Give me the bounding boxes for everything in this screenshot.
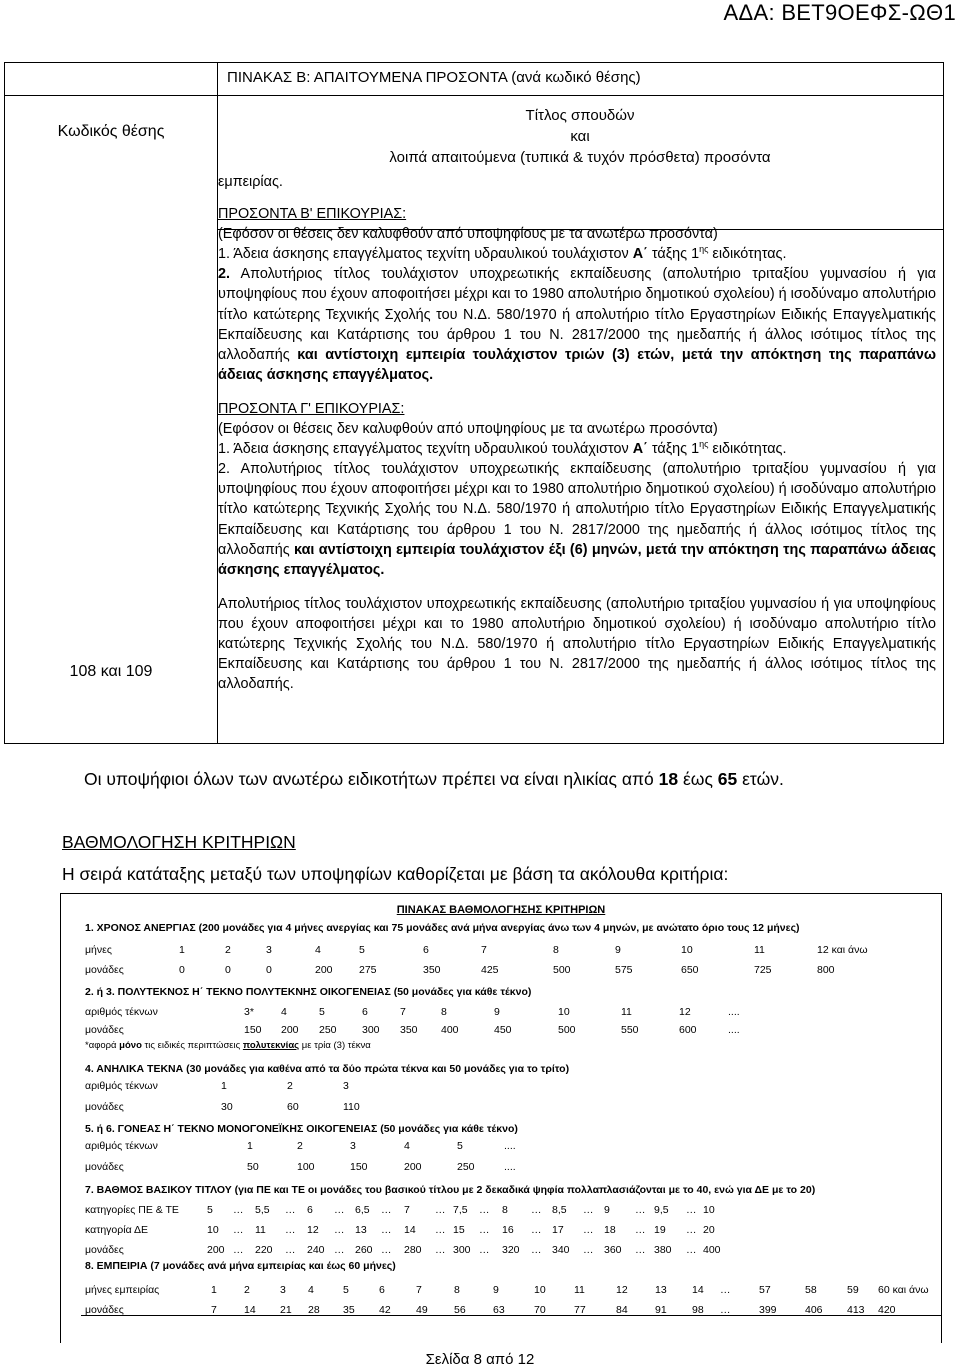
table-cell: 100 bbox=[297, 1161, 315, 1173]
table-cell: 17 bbox=[552, 1224, 564, 1236]
table-cell: 5 bbox=[207, 1204, 213, 1216]
table-cell: 240 bbox=[307, 1244, 325, 1256]
table-cell: 110 bbox=[343, 1101, 360, 1113]
row-label: μονάδες bbox=[85, 1024, 124, 1036]
table-cell: 500 bbox=[558, 1024, 576, 1036]
header-line: Τίτλος σπουδών bbox=[525, 107, 635, 124]
table-cell: 15 bbox=[453, 1224, 465, 1236]
table-cell: … bbox=[435, 1224, 446, 1236]
table-cell: 84 bbox=[616, 1304, 628, 1316]
c-item-2 bbox=[218, 459, 936, 580]
table-cell: 5 bbox=[343, 1284, 349, 1296]
continuation: εμπειρίας. bbox=[218, 174, 283, 190]
table-cell: 300 bbox=[453, 1244, 471, 1256]
table-cell: 8 bbox=[502, 1204, 508, 1216]
table-cell: 9,5 bbox=[654, 1204, 669, 1216]
table-cell: 200 bbox=[404, 1161, 422, 1173]
table-cell: 11 bbox=[574, 1284, 585, 1296]
table-cell: 57 bbox=[759, 1284, 771, 1296]
table-cell: 1 bbox=[221, 1080, 227, 1092]
table-cell: 18 bbox=[604, 1224, 616, 1236]
table-cell: 7 bbox=[211, 1304, 217, 1316]
table-cell: 13 bbox=[355, 1224, 367, 1236]
row-label: κατηγορίες ΠΕ & ΤΕ bbox=[85, 1204, 179, 1216]
table-cell: 11 bbox=[255, 1224, 266, 1236]
table-cell: 200 bbox=[207, 1244, 225, 1256]
table-cell: 3 bbox=[266, 944, 272, 956]
table-cell: 150 bbox=[350, 1161, 368, 1173]
table-cell: … bbox=[381, 1204, 392, 1216]
table-cell: … bbox=[381, 1244, 392, 1256]
criteria-title: ΠΙΝΑΚΑΣ ΒΑΘΜΟΛΟΓΗΣΗΣ ΚΡΙΤΗΡΙΩΝ bbox=[396, 904, 606, 916]
table-cell: 10 bbox=[558, 1006, 570, 1018]
table-cell: 9 bbox=[604, 1204, 610, 1216]
c-heading: ΠΡΟΣΟΝΤΑ Γ' ΕΠΙΚΟΥΡΙΑΣ: bbox=[218, 400, 405, 417]
table-cell: 42 bbox=[379, 1304, 391, 1316]
table-cell: 13 bbox=[655, 1284, 667, 1296]
table-cell: 250 bbox=[457, 1161, 475, 1173]
row-label: μήνες εμπειρίας bbox=[85, 1284, 160, 1296]
table-cell: 8 bbox=[553, 944, 559, 956]
text: Οι υποψήφιοι όλων των ανωτέρω ειδικοτήτων πρέπει να είναι ηλικίας από bbox=[84, 769, 654, 789]
table-cell: 413 bbox=[847, 1304, 865, 1316]
table-cell: 10 bbox=[703, 1204, 715, 1216]
table-cell: 20 bbox=[703, 1224, 715, 1236]
table-cell: 7 bbox=[416, 1284, 422, 1296]
table-cell: 98 bbox=[692, 1304, 704, 1316]
table-cell: … bbox=[479, 1224, 490, 1236]
table-cell: 800 bbox=[817, 964, 835, 976]
code-header: Κωδικός θέσης bbox=[57, 123, 165, 140]
table-cell: 14 bbox=[692, 1284, 704, 1296]
section-title: 2. ή 3. ΠΟΛΥΤΕΚΝΟΣ Η΄ ΤΕΚΝΟ ΠΟΛΥΤΕΚΝΗΣ ΟΙΚΟΓΕΝΕΙΑΣ (50 μονάδες για κάθε τέκνο) bbox=[85, 986, 532, 998]
text: με τρία (3) τέκνα bbox=[301, 1040, 371, 1051]
table-cell: 9 bbox=[493, 1284, 499, 1296]
table-cell: 35 bbox=[343, 1304, 355, 1316]
table-cell: … bbox=[479, 1204, 490, 1216]
text: τάξης 1 bbox=[651, 246, 700, 263]
table-cell: 1 bbox=[211, 1284, 217, 1296]
table-cell: 6 bbox=[362, 1006, 368, 1018]
order-text: Η σειρά κατάταξης μεταξύ των υποψηφίων καθορίζεται με βάση τα ακόλουθα κριτήρια: bbox=[62, 864, 729, 884]
table-cell: 12 και άνω bbox=[817, 944, 868, 956]
table-cell: … bbox=[635, 1204, 646, 1216]
table-cell: 59 bbox=[847, 1284, 859, 1296]
table-cell: 650 bbox=[681, 964, 699, 976]
table-cell: 3 bbox=[343, 1080, 349, 1092]
row-label: κατηγορία ΔΕ bbox=[85, 1224, 148, 1236]
table-cell: 575 bbox=[615, 964, 633, 976]
table-cell: 11 bbox=[754, 944, 765, 956]
table-cell: 56 bbox=[454, 1304, 466, 1316]
table-cell: 6 bbox=[307, 1204, 313, 1216]
table-cell: 2 bbox=[244, 1284, 250, 1296]
table-cell: … bbox=[531, 1224, 542, 1236]
text: μόνο bbox=[119, 1040, 142, 1051]
table-cell: 380 bbox=[654, 1244, 672, 1256]
section-heading: ΒΑΘΜΟΛΟΓΗΣΗ ΚΡΙΤΗΡΙΩΝ bbox=[62, 832, 296, 852]
table-cell: 7,5 bbox=[453, 1204, 468, 1216]
table-cell: 1 bbox=[247, 1140, 253, 1152]
table-cell: 8 bbox=[441, 1006, 447, 1018]
table-cell: 420 bbox=[878, 1304, 896, 1316]
table-cell: 725 bbox=[754, 964, 772, 976]
row-label: μονάδες bbox=[85, 1101, 124, 1113]
table-cell: 360 bbox=[604, 1244, 622, 1256]
table-cell: … bbox=[233, 1244, 244, 1256]
table-cell: … bbox=[435, 1204, 446, 1216]
table-cell: 50 bbox=[247, 1161, 259, 1173]
table-cell: 70 bbox=[534, 1304, 546, 1316]
table-cell: … bbox=[479, 1244, 490, 1256]
table-cell: 14 bbox=[244, 1304, 256, 1316]
ada-code: ΑΔΑ: ΒΕΤ9ΟΕΦΣ-ΩΘ1 bbox=[723, 0, 956, 25]
table-cell: 30 bbox=[221, 1101, 233, 1113]
text: Απολυτήριος τίτλος τουλάχιστον υποχρεωτικής εκπαίδευσης (απολυτήριο τριταξίου γυμνασίου ή για υποψηφίους που έχουν αποφοιτήσει μέχρι και το 1980 απολυτήριο δημοτικού σχολείου) ή ισοδύναμο απολυτήριο τίτλο κατώτερης Τεχνικής Σχολής του Ν.Δ. 580/1970 ή απολυτήριο τίτλο Εργαστηρίων Ειδικής Επαγγελματικής Εκπαίδευσης και Κατάρτισης του άρθρου 1 του Ν. 2817/2000 της ημεδαπής ή άλλος ισότιμος τίτλος της αλλοδαπής bbox=[218, 266, 936, 363]
table-cell: … bbox=[583, 1244, 594, 1256]
text: πολυτεκνίας bbox=[242, 1040, 300, 1051]
table-cell: 5 bbox=[359, 944, 365, 956]
table-cell: 275 bbox=[359, 964, 377, 976]
table-cell: 8 bbox=[454, 1284, 460, 1296]
table-cell: 12 bbox=[679, 1006, 691, 1018]
table-cell: 2 bbox=[287, 1080, 293, 1092]
table-cell: 7 bbox=[400, 1006, 406, 1018]
text: 65 bbox=[717, 769, 738, 789]
row-label: μονάδες bbox=[85, 964, 124, 976]
table-cell: .... bbox=[504, 1140, 516, 1152]
table-cell: .... bbox=[504, 1161, 516, 1173]
section-title: 8. ΕΜΠΕΙΡΙΑ (7 μονάδες ανά μήνα εμπειρίας και έως 60 μήνες) bbox=[85, 1260, 396, 1272]
table-cell: 200 bbox=[281, 1024, 299, 1036]
table-cell: .... bbox=[728, 1024, 740, 1036]
table-cell: 91 bbox=[655, 1304, 667, 1316]
text: Απολυτήριος τίτλος τουλάχιστον υποχρεωτικής εκπαίδευσης (απολυτήριο τριταξίου γυμνασίου ή για υποψηφίους που έχουν αποφοιτήσει μέχρι και το 1980 απολυτήριο δημοτικού σχολείου) ή ισοδύναμο απολυτήριο τίτλο κατώτερης Τεχνικής Σχολής του Ν.Δ. 580/1970 ή απολυτήριο τίτλο Εργαστηρίων Ειδικής Επαγγελματικής Εκπαίδευσης και Κατάρτισης του άρθρου 1 του Ν. 2817/2000 της ημεδαπής ή άλλος ισότιμος τίτλος της αλλοδαπής bbox=[218, 461, 936, 558]
table-cell: 7 bbox=[481, 944, 487, 956]
table-cell: 260 bbox=[355, 1244, 373, 1256]
table-cell: 4 bbox=[281, 1006, 287, 1018]
text: 18 bbox=[658, 769, 679, 789]
text: 1. Άδεια άσκησης επαγγέλματος τεχνίτη υδραυλικού τουλάχιστον bbox=[218, 441, 629, 458]
table-cell: 11 bbox=[621, 1006, 632, 1018]
d-item: Απολυτήριος τίτλος τουλάχιστον υποχρεωτικής εκπαίδευσης (απολυτήριο τριταξίου γυμνασίου ή για υποψηφίους που έχουν αποφοιτήσει μέχρι και το 1980 απολυτήριο δημοτικού σχολείου) ή ισοδύναμο απολυτήριο τίτλο κατώτερης Τεχνικής Σχολής του Ν.Δ. 580/1970 ή απολυτήριο τίτλο Εργαστηρίων Ειδικής Επαγγελματικής Εκπαίδευσης και Κατάρτισης του άρθρου 1 του Ν. 2817/2000 της ημεδαπής ή άλλος ισότιμος τίτλος της αλλοδαπής. bbox=[218, 595, 936, 693]
position-code: 108 και 109 bbox=[69, 663, 153, 680]
table-cell: 3* bbox=[244, 1006, 254, 1018]
table-cell: 5,5 bbox=[255, 1204, 270, 1216]
page-footer: Σελίδα 8 από 12 bbox=[425, 1351, 535, 1368]
table-title: ΠΙΝΑΚΑΣ Β: ΑΠΑΙΤΟΥΜΕΝΑ ΠΡΟΣΟΝΤΑ (ανά κωδικό θέσης) bbox=[227, 69, 641, 86]
table-cell: 5 bbox=[457, 1140, 463, 1152]
table-cell: 500 bbox=[553, 964, 571, 976]
table-cell: 399 bbox=[759, 1304, 777, 1316]
table-cell: … bbox=[233, 1204, 244, 1216]
divider bbox=[5, 95, 943, 96]
table-cell: 340 bbox=[552, 1244, 570, 1256]
text: ης bbox=[699, 439, 709, 450]
table-cell: 14 bbox=[404, 1224, 416, 1236]
table-cell: 300 bbox=[362, 1024, 380, 1036]
table-cell: 28 bbox=[308, 1304, 320, 1316]
table-cell: 6 bbox=[379, 1284, 385, 1296]
table-cell: .... bbox=[728, 1006, 740, 1018]
table-cell: … bbox=[285, 1204, 296, 1216]
table-cell: 220 bbox=[255, 1244, 273, 1256]
table-cell: 10 bbox=[681, 944, 693, 956]
table-cell: 280 bbox=[404, 1244, 422, 1256]
table-cell: 12 bbox=[616, 1284, 628, 1296]
text: έως bbox=[682, 769, 713, 789]
row-label: αριθμός τέκνων bbox=[85, 1080, 158, 1092]
table-cell: 4 bbox=[404, 1140, 410, 1152]
table-cell: 150 bbox=[244, 1024, 262, 1036]
footnote bbox=[85, 1040, 371, 1051]
table-cell: 49 bbox=[416, 1304, 428, 1316]
table-cell: 1 bbox=[179, 944, 185, 956]
section-title: 7. ΒΑΘΜΟΣ ΒΑΣΙΚΟΥ ΤΙΤΛΟΥ (για ΠΕ και ΤΕ οι μονάδες του βασικού τίτλου με 2 δεκαδικά ψηφία πολλαπλασιάζονται με το 40, ενώ για ΔΕ με το 20) bbox=[85, 1184, 816, 1196]
table-cell: 200 bbox=[315, 964, 333, 976]
table-cell: … bbox=[381, 1224, 392, 1236]
b-heading: ΠΡΟΣΟΝΤΑ Β' ΕΠΙΚΟΥΡΙΑΣ: bbox=[218, 206, 407, 223]
table-cell: 6,5 bbox=[355, 1204, 370, 1216]
table-cell: 60 bbox=[287, 1101, 299, 1113]
table-cell: … bbox=[233, 1224, 244, 1236]
table-cell: 400 bbox=[441, 1024, 459, 1036]
table-cell: 60 και άνω bbox=[878, 1284, 929, 1296]
table-cell: 19 bbox=[654, 1224, 666, 1236]
table-cell: 77 bbox=[574, 1304, 586, 1316]
table-cell: 10 bbox=[207, 1224, 219, 1236]
table-cell: 0 bbox=[179, 964, 185, 976]
header-line: λοιπά απαιτούμενα (τυπικά & τυχόν πρόσθετα) προσόντα bbox=[389, 149, 771, 166]
table-cell: … bbox=[435, 1244, 446, 1256]
table-cell: 450 bbox=[494, 1024, 512, 1036]
c-note: (Εφόσον οι θέσεις δεν καλυφθούν από υποψηφίους με τα ανωτέρω προσόντα) bbox=[218, 421, 718, 438]
table-cell: … bbox=[635, 1244, 646, 1256]
table-cell: 9 bbox=[615, 944, 621, 956]
text: 1. Άδεια άσκησης επαγγέλματος τεχνίτη υδραυλικού τουλάχιστον bbox=[218, 246, 629, 263]
table-cell: 3 bbox=[280, 1284, 286, 1296]
table-cell: 550 bbox=[621, 1024, 639, 1036]
table-cell: 0 bbox=[266, 964, 272, 976]
section-title: 4. ΑΝΗΛΙΚΑ ΤΕΚΝΑ (30 μονάδες για καθένα από τα δύο πρώτα τέκνα και 50 μονάδες για το τρίτο) bbox=[85, 1063, 570, 1075]
text: ετών. bbox=[742, 769, 784, 789]
table-cell: 2 bbox=[297, 1140, 303, 1152]
b-item-1 bbox=[218, 244, 936, 264]
table-cell: 350 bbox=[400, 1024, 418, 1036]
table-cell: 9 bbox=[494, 1006, 500, 1018]
section-title: 5. ή 6. ΓΟΝΕΑΣ Η΄ ΤΕΚΝΟ ΜΟΝΟΓΟΝΕΪΚΗΣ ΟΙΚΟΓΕΝΕΙΑΣ (50 μονάδες για κάθε τέκνο) bbox=[85, 1123, 518, 1135]
table-cell: … bbox=[285, 1244, 296, 1256]
section-title: 1. ΧΡΟΝΟΣ ΑΝΕΡΓΙΑΣ (200 μονάδες για 4 μήνες ανεργίας και 75 μονάδες ανά μήνα ανεργίας άνω των 4 μηνών, με ανώτατο όριο τους 12 μήνες) bbox=[85, 922, 800, 934]
criteria-table bbox=[60, 893, 942, 1343]
table-cell: 3 bbox=[350, 1140, 356, 1152]
table-cell: … bbox=[334, 1224, 345, 1236]
table-cell: … bbox=[583, 1224, 594, 1236]
table-cell: … bbox=[720, 1284, 731, 1296]
table-cell: … bbox=[720, 1304, 731, 1316]
row-label: αριθμός τέκνων bbox=[85, 1006, 158, 1018]
text: ης bbox=[699, 244, 709, 255]
row-label: μονάδες bbox=[85, 1161, 124, 1173]
table-cell: … bbox=[531, 1244, 542, 1256]
table-cell: 12 bbox=[307, 1224, 319, 1236]
table-cell: 10 bbox=[534, 1284, 546, 1296]
table-cell: … bbox=[686, 1244, 697, 1256]
table-cell: … bbox=[334, 1244, 345, 1256]
table-cell: 600 bbox=[679, 1024, 697, 1036]
table-cell: 7 bbox=[404, 1204, 410, 1216]
text: 2. bbox=[218, 461, 231, 478]
table-cell: 0 bbox=[225, 964, 231, 976]
table-cell: … bbox=[285, 1224, 296, 1236]
b-item-2 bbox=[218, 264, 936, 385]
table-cell: 8,5 bbox=[552, 1204, 567, 1216]
qualifications-header bbox=[217, 105, 943, 168]
text: και αντίστοιχη εμπειρία τουλάχιστον έξι (6) μηνών, μετά την απόκτηση της παραπάνω άδειας άσκησης επαγγέλματος. bbox=[218, 541, 937, 578]
text: τις ειδικές περιπτώσεις bbox=[144, 1040, 241, 1051]
table-cell: … bbox=[635, 1224, 646, 1236]
text: και αντίστοιχη εμπειρία τουλάχιστον τριών (3) ετών, μετά την απόκτηση της παραπάνω άδειας άσκησης επαγγέλματος. bbox=[218, 346, 937, 383]
table-cell: 4 bbox=[315, 944, 321, 956]
table-cell: 63 bbox=[493, 1304, 505, 1316]
table-cell: 320 bbox=[502, 1244, 520, 1256]
qualifications-text bbox=[218, 172, 936, 694]
row-label: μονάδες bbox=[85, 1244, 124, 1256]
table-cell: 406 bbox=[805, 1304, 823, 1316]
table-cell: 425 bbox=[481, 964, 499, 976]
text: *αφορά bbox=[85, 1040, 117, 1051]
text: Α΄ bbox=[632, 441, 648, 458]
table-cell: 400 bbox=[703, 1244, 721, 1256]
table-cell: 350 bbox=[423, 964, 441, 976]
table-cell: 2 bbox=[225, 944, 231, 956]
table-cell: 21 bbox=[280, 1304, 292, 1316]
row-label: μήνες bbox=[85, 944, 112, 956]
table-cell: … bbox=[686, 1204, 697, 1216]
text: τάξης 1 bbox=[651, 441, 700, 458]
text: ειδικότητας. bbox=[712, 246, 787, 263]
text: Α΄ bbox=[632, 246, 648, 263]
b-note: (Εφόσον οι θέσεις δεν καλυφθούν από υποψηφίους με τα ανωτέρω προσόντα) bbox=[218, 226, 718, 243]
row-label: αριθμός τέκνων bbox=[85, 1140, 158, 1152]
table-cell: 250 bbox=[319, 1024, 337, 1036]
table-cell: 58 bbox=[805, 1284, 817, 1296]
text: ειδικότητας. bbox=[712, 441, 787, 458]
table-cell: 6 bbox=[423, 944, 429, 956]
row-label: μονάδες bbox=[85, 1304, 124, 1316]
text: 2. bbox=[218, 266, 231, 283]
table-cell: … bbox=[334, 1204, 345, 1216]
c-item-1 bbox=[218, 439, 936, 459]
header-line: και bbox=[570, 128, 590, 145]
table-cell: … bbox=[686, 1224, 697, 1236]
table-cell: … bbox=[583, 1204, 594, 1216]
age-requirement bbox=[84, 768, 904, 790]
table-cell: 5 bbox=[319, 1006, 325, 1018]
table-cell: 4 bbox=[308, 1284, 314, 1296]
table-cell: 16 bbox=[502, 1224, 514, 1236]
table-cell: … bbox=[531, 1204, 542, 1216]
